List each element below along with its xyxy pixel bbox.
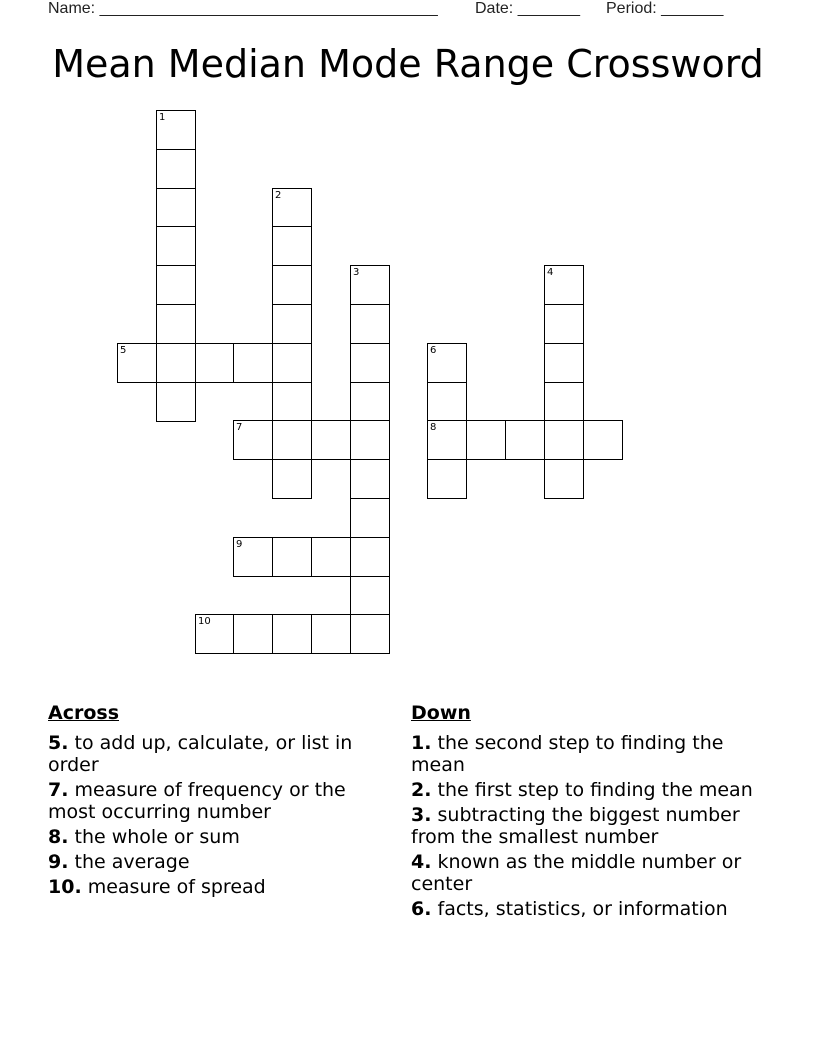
grid-cell[interactable] (156, 226, 196, 266)
clue-number: 6 (430, 345, 437, 356)
grid-cell[interactable] (156, 149, 196, 189)
across-clues (48, 702, 393, 901)
grid-cell[interactable] (272, 304, 312, 344)
clue-down-4: 4. known as the middle number or center (411, 851, 742, 895)
grid-cell[interactable] (156, 265, 196, 305)
clue-number: 8 (430, 422, 437, 433)
grid-cell[interactable] (350, 382, 390, 422)
clue-across-10: 10. measure of spread (48, 876, 266, 898)
clue-across-7: 7. measure of frequency or the most occurring number (48, 779, 346, 823)
grid-cell[interactable] (544, 459, 584, 499)
clue-number: 1 (159, 112, 166, 123)
grid-cell[interactable] (350, 343, 390, 383)
grid-cell[interactable] (233, 614, 273, 654)
grid-cell[interactable] (156, 304, 196, 344)
grid-cell[interactable] (233, 420, 273, 460)
clue-number: 7 (236, 422, 243, 433)
grid-cell[interactable] (272, 459, 312, 499)
page-title: Mean Median Mode Range Crossword (52, 42, 764, 86)
grid-cell[interactable] (156, 382, 196, 422)
grid-cell[interactable] (427, 420, 467, 460)
clue-down-3: 3. subtracting the biggest number from the smallest number (411, 804, 740, 848)
grid-cell[interactable] (583, 420, 623, 460)
grid-cell[interactable] (272, 343, 312, 383)
clue-number: 3 (353, 267, 360, 278)
grid-cell[interactable] (272, 265, 312, 305)
grid-cell[interactable] (272, 226, 312, 266)
clue-number: 2 (275, 190, 282, 201)
grid-cell[interactable] (350, 420, 390, 460)
clue-down-6: 6. facts, statistics, or information (411, 898, 728, 920)
grid-cell[interactable] (350, 537, 390, 577)
grid-cell[interactable] (350, 614, 390, 654)
grid-cell[interactable] (505, 420, 545, 460)
grid-cell[interactable] (311, 537, 351, 577)
clue-number: 5 (120, 345, 127, 356)
grid-cell[interactable] (544, 420, 584, 460)
across-heading: Across (48, 702, 120, 724)
grid-cell[interactable] (350, 459, 390, 499)
grid-cell[interactable] (233, 537, 273, 577)
clue-across-9: 9. the average (48, 851, 190, 873)
grid-cell[interactable] (233, 343, 273, 383)
clue-down-2: 2. the first step to finding the mean (411, 779, 753, 801)
name-field-label: Name: ______________________________________ (48, 0, 438, 17)
grid-cell[interactable] (117, 343, 157, 383)
clue-number: 9 (236, 539, 243, 550)
period-field-label: Period: _______ (606, 0, 724, 17)
grid-cell[interactable] (544, 382, 584, 422)
grid-cell[interactable] (350, 576, 390, 616)
grid-cell[interactable] (350, 498, 390, 538)
date-field-label: Date: _______ (475, 0, 580, 17)
down-heading: Down (411, 702, 471, 724)
grid-cell[interactable] (156, 110, 196, 150)
grid-cell[interactable] (427, 343, 467, 383)
grid-cell[interactable] (350, 265, 390, 305)
grid-cell[interactable] (272, 420, 312, 460)
grid-cell[interactable] (544, 265, 584, 305)
grid-cell[interactable] (272, 614, 312, 654)
grid-cell[interactable] (195, 614, 235, 654)
grid-cell[interactable] (544, 343, 584, 383)
grid-cell[interactable] (427, 382, 467, 422)
grid-cell[interactable] (311, 420, 351, 460)
down-clues (411, 702, 771, 923)
clue-number: 4 (547, 267, 554, 278)
grid-cell[interactable] (350, 304, 390, 344)
grid-cell[interactable] (272, 537, 312, 577)
clue-across-5: 5. to add up, calculate, or list in order (48, 732, 353, 776)
clue-across-8: 8. the whole or sum (48, 826, 240, 848)
grid-cell[interactable] (272, 188, 312, 228)
grid-cell[interactable] (544, 304, 584, 344)
grid-cell[interactable] (195, 343, 235, 383)
clue-down-1: 1. the second step to finding the mean (411, 732, 724, 776)
grid-cell[interactable] (272, 382, 312, 422)
grid-cell[interactable] (466, 420, 506, 460)
grid-cell[interactable] (156, 343, 196, 383)
clue-number: 10 (198, 616, 211, 627)
grid-cell[interactable] (427, 459, 467, 499)
grid-cell[interactable] (156, 188, 196, 228)
grid-cell[interactable] (311, 614, 351, 654)
